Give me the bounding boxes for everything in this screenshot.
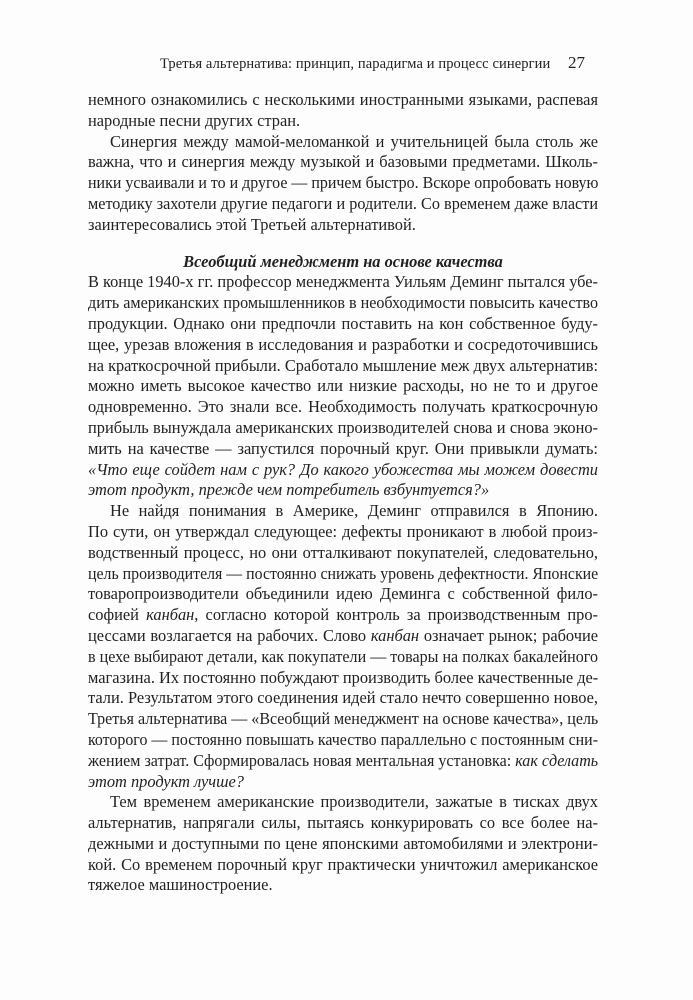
text-line: кой. Со временем порочный круг практически уничтожил американское (88, 854, 598, 874)
italic-term: канбан (370, 625, 420, 645)
text-run: цессами возлагается на рабочих. Слово (88, 625, 371, 645)
text-line: одновременно. Это знали все. Необходимость получать краткосрочную (88, 397, 598, 417)
text-line: в цехе выбирают детали, как покупатели — товары на полках бакалейного (88, 646, 598, 666)
text-line: тали. Результатом этого соединения идей стало нечто совершенно новое, (88, 688, 598, 708)
body-text (88, 90, 598, 896)
text-line: продукции. Однако они предпочли поставить на кон собственное буду- (88, 313, 598, 333)
paragraph (88, 792, 598, 896)
paragraph (88, 90, 598, 132)
text-line: дежными и доступными по цене японскими автомобилями и электрони- (88, 833, 598, 853)
section-gap (88, 236, 598, 252)
text-run: , согласно которой контроль за производственным про- (194, 605, 598, 625)
text-line: народные песни других стран. (88, 110, 301, 130)
text-line: Тем временем американские производители, зажатые в тисках двух (110, 792, 598, 812)
text-line: методику захотели другие педагоги и родители. Со временем даже власти (88, 193, 598, 213)
page-number: 27 (568, 53, 585, 72)
text-line: важна, что и синергия между музыкой и базовыми предметами. Школь- (88, 152, 598, 172)
text-line: Третья альтернатива — «Всеобщий менеджмент на основе качества», цель (88, 709, 599, 729)
text-line: ники усваивали и то и другое — причем быстро. Вскоре опробовать новую (88, 173, 599, 193)
italic-quote-line: этот продукт, прежде чем потребитель взбунтуется?» (88, 480, 490, 500)
text-line: товаропроизводители объединили идею Деминга с собственной фило- (88, 584, 598, 604)
text-line: щее, урезав вложения в исследования и разработки и сосредоточившись (88, 334, 598, 354)
paragraph (88, 132, 598, 236)
text-run: означает рынок; рабочие (419, 625, 598, 645)
text-line (88, 751, 598, 772)
italic-term: канбан (146, 605, 195, 625)
text-line (88, 605, 598, 626)
text-line: на краткосрочной прибыли. Сработало мышление меж двух альтернатив: (88, 355, 598, 375)
text-run: софией (88, 605, 147, 625)
paragraph (88, 501, 598, 792)
italic-quote-line: «Что еще сойдет нам с рук? До какого убожества мы можем довести (88, 459, 598, 479)
text-line: заинтересовались этой Третьей альтернативой. (88, 214, 416, 234)
section-heading: Всеобщий менеджмент на основе качества (183, 251, 503, 271)
text-line: магазина. Их постоянно побуждают производить более качественные де- (88, 667, 599, 687)
text-line: Синергия между мамой-меломанкой и учительницей была столь же (110, 131, 598, 151)
text-line: В конце 1940-х гг. профессор менеджмента Уильям Деминг пытался убе- (88, 272, 598, 292)
text-line: альтернатив, напрягали силы, пытаясь конкурировать со все более на- (88, 813, 598, 833)
italic-quote-line: этот продукт лучше? (88, 771, 244, 791)
text-line: прибыль вынуждала американских производителей снова и снова эконо- (88, 417, 598, 437)
paragraph (88, 272, 598, 501)
text-line: мить на качестве — запустился порочный круг. Они привыкли думать: (88, 438, 598, 458)
text-line: водственный процесс, но они отталкивают покупателей, следовательно, (88, 542, 598, 562)
text-line: немного ознакомились с несколькими иностранными языками, распевая (88, 90, 598, 109)
running-head: Третья альтернатива: принцип, парадигма и процесс синергии (160, 56, 551, 72)
text-run: жением затрат. Сформировалась новая ментальная установка: (88, 750, 516, 770)
text-line: По сути, он утверждал следующее: дефекты проникают в любой произ- (88, 521, 598, 541)
text-line: цель производителя — постоянно снижать уровень дефектности. Японские (88, 563, 599, 583)
text-line: тяжелое машиностроение. (88, 875, 273, 895)
text-line: дить американских промышленников в необходимости повысить качество (88, 293, 599, 313)
text-line: Не найдя понимания в Америке, Деминг отправился в Японию. (110, 501, 598, 521)
text-line (88, 626, 598, 647)
text-line: которого — постоянно повышать качество параллельно с постоянным сни- (88, 729, 598, 749)
italic-phrase: как сделать (515, 750, 599, 770)
text-line: можно иметь высокое качество или низкие расходы, но не то и другое (88, 376, 598, 396)
